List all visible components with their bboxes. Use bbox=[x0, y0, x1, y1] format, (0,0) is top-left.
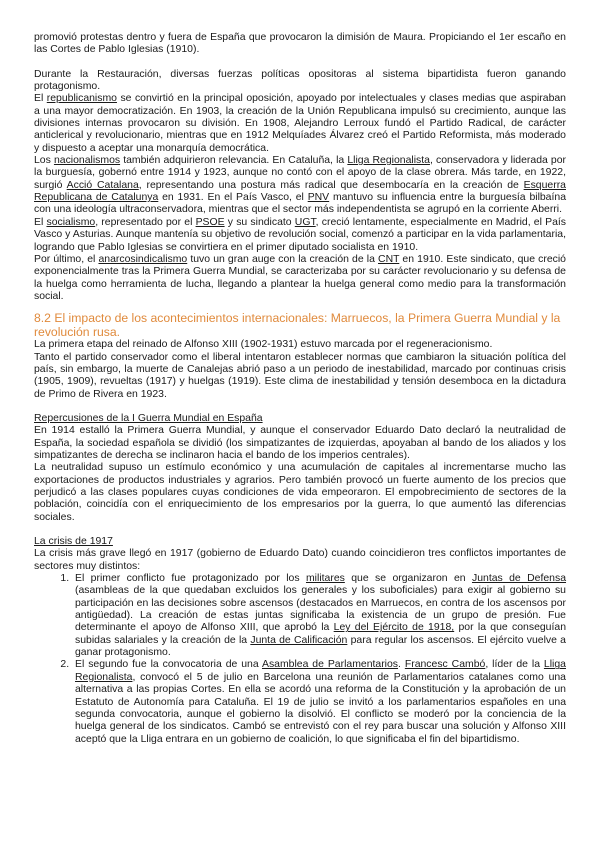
text-run: para regular los ascensos. El ejército vuelve a ganar protagonismo. bbox=[75, 634, 566, 659]
paragraph-socialismo bbox=[34, 217, 566, 254]
text-run: (asambleas de la que quedaban excluidos los generales y los suboficiales) para exigir al gobierno su participación en las decisiones sobre ascensos (destacados en Marruecos, en contra de los ascensos por antigüedad). La creación de estas juntas significaba la existencia de un grupo de presión. Fue determinante el apoyo de Alfonso XIII, que aprobó la bbox=[75, 585, 566, 634]
text-run: , creció lentamente, especialmente en Madrid, el País Vasco y Asturias. Aunque mantenía su objetivo de revolución social, comenzó a participar en la vida parlamentaria, logrando que Pablo Iglesias se convirtiera en el primer diputado socialista en 1910. bbox=[34, 216, 566, 253]
list-item bbox=[72, 659, 566, 745]
paragraph-crisis-intro: La crisis más grave llegó en 1917 (gobierno de Eduardo Dato) cuando coincidieron tres conflictos importantes de sectores muy distintos: bbox=[34, 548, 566, 572]
subheading-guerra: Repercusiones de la I Guerra Mundial en España bbox=[34, 412, 263, 424]
text-run: en 1910. Este sindicato, que creció exponencialmente tras la Primera Guerra Mundial, se caracterizaba por su carácter revolucionario y su defensa de la huelga como herramienta de lucha, llegando a plantear la huelga general como medio para la transformación social. bbox=[34, 253, 566, 302]
text-run: , convocó el 5 de julio en Barcelona una reunión de Parlamentarios catalanes como una alternativa a las propias Cortes. En ella se acordó una reforma de la Constitución y la aprobación de un Estatuto de Autonomía para Cataluña. El 19 de julio se invitó a los parlamentarios españoles en una segunda convocatoria, aunque el gobierno la disolvió. El conflicto se moderó por la conciencia de la huelga general de los sindicatos. Cambó se entrevistó con el rey para buscar una solución y Alfonso XIII aceptó que la Lliga entrara en un gobierno de coalición, lo que significaba el fin del bipartidismo. bbox=[75, 671, 566, 745]
text-run: , líder de la bbox=[485, 659, 544, 671]
term-nacionalismos: nacionalismos bbox=[53, 155, 121, 167]
paragraph-republicanismo bbox=[34, 93, 566, 155]
paragraph-anarcosindicalismo bbox=[34, 254, 566, 303]
term-accio-catalana: Acció Catalana bbox=[66, 179, 139, 191]
crisis-list bbox=[34, 573, 566, 746]
text-run: que se organizaron en bbox=[344, 573, 472, 585]
term-francesc-cambo: Francesc Cambó bbox=[404, 659, 486, 671]
term-junta-calificacion: Junta de Calificación bbox=[250, 634, 348, 646]
text-run: El bbox=[34, 93, 47, 105]
term-cnt: CNT bbox=[378, 253, 400, 265]
list-item bbox=[72, 573, 566, 659]
paragraph-restauracion: Durante la Restauración, diversas fuerzas políticas opositoras al sistema bipartidista fueron ganando protagonismo. bbox=[34, 68, 566, 93]
text-run: Los bbox=[34, 155, 54, 167]
section-heading: 8.2 El impacto de los acontecimientos internacionales: Marruecos, la Primera Guerra Mundial y la revolución rusa. bbox=[34, 311, 561, 340]
term-psoe: PSOE bbox=[195, 216, 225, 228]
term-lliga-regionalista-2: Lliga Regionalista bbox=[75, 659, 566, 683]
text-run: en 1931. En el País Vasco, el bbox=[158, 192, 308, 204]
text-run: El segundo fue la convocatoria de una bbox=[75, 659, 262, 671]
term-juntas-de-defensa: Juntas de Defensa bbox=[471, 573, 567, 585]
text-run: , representado por el bbox=[95, 216, 196, 228]
paragraph-neutralidad-1914: En 1914 estalló la Primera Guerra Mundial, y aunque el conservador Eduardo Dato declaró la neutralidad de España, la sociedad española se dividió (los simpatizantes de izquierdas, apoyaban al bando de los aliados y los simpatizantes de derecha se inclinaron hacia el bando de los imperios centrales). bbox=[34, 425, 566, 461]
term-republicanismo: republicanismo bbox=[46, 93, 117, 105]
text-run: tuvo un gran auge con la creación de la bbox=[187, 253, 379, 265]
text-run: . bbox=[398, 659, 405, 671]
text-run: mantuvo su influencia entre la burguesía bilbaína con una ideología ultraconservadora, mientras que el sector más independentista se agrupó en la corriente Aberri. bbox=[34, 192, 567, 216]
term-ugt: UGT bbox=[294, 216, 316, 228]
text-run: Por último, el bbox=[34, 253, 99, 265]
text-run: también adquirieron relevancia. En Cataluña, la bbox=[120, 155, 348, 167]
term-anarcosindicalismo: anarcosindicalismo bbox=[98, 253, 188, 265]
text-run: y su sindicato bbox=[224, 216, 295, 228]
text-run: se convirtió en la principal oposición, apoyado por intelectuales y clases medias que aspiraban a una mayor democratización. En 1903, la creación de la Unión Republicana impulsó su crecimiento, aunque las divisiones internas provocaron su división. En 1908, Alejandro Lerroux fundó el Partido Radical, de carácter anticlerical y revolucionario, mientras que en 1912 Melquíades Álvarez creó el Partido Reformista, más moderado y dispuesto a aceptar una monarquía democrática. bbox=[34, 93, 566, 154]
subheading-crisis-1917: La crisis de 1917 bbox=[34, 536, 113, 548]
document-page bbox=[34, 32, 566, 746]
paragraph-nacionalismos bbox=[34, 155, 566, 217]
paragraph-estimulo-economico: La neutralidad supuso un estímulo económico y una acumulación de capitales al incrementarse mucho las exportaciones de productos industriales y agrarios. Pero también provocó un fuerte aumento de los precios que perjudicó a las clases populares cuyas condiciones de vida empeoraron. El empobrecimiento de sectores de la población, coincidía con el enriquecimiento de los empresarios por la guerra, lo que aumentó las diferencias sociales. bbox=[34, 462, 566, 523]
text-run: por la que conseguían subidas salariales y la creación de la bbox=[75, 622, 566, 646]
paragraph-regeneracionismo: La primera etapa del reinado de Alfonso XIII (1902-1931) estuvo marcada por el regeneracionismo. bbox=[34, 339, 493, 351]
paragraph-maura: promovió protestas dentro y fuera de España que provocaron la dimisión de Maura. Propiciando el 1er escaño en las Cortes de Pablo Iglesias (1910). bbox=[34, 32, 566, 56]
text-run: El primer conflicto fue protagonizado por los bbox=[75, 573, 306, 585]
term-pnv: PNV bbox=[307, 192, 330, 204]
paragraph-inestabilidad: Tanto el partido conservador como el liberal intentaron establecer normas que cambiaron la situación política del país, sin embargo, la muerte de Canalejas abrió paso a un periodo de inestabilidad, marcado por continuas crisis (1905, 1909), revueltas (1917) y huelgas (1919). Este clima de inestabilidad y tensión desemboca en la dictadura de Primo de Rivera en 1923. bbox=[34, 351, 566, 400]
term-lliga-regionalista: Lliga Regionalista bbox=[347, 155, 430, 167]
text-run: , representando una postura más radical que desembocaría en la creación de bbox=[138, 179, 524, 191]
term-militares: militares bbox=[305, 573, 345, 585]
text-run: El bbox=[34, 216, 47, 228]
term-ley-ejercito: Ley del Ejército de 1918, bbox=[333, 622, 455, 634]
term-socialismo: socialismo bbox=[46, 216, 96, 228]
term-esquerra-republicana: Esquerra Republicana de Catalunya bbox=[34, 179, 566, 204]
term-asamblea-parlamentarios: Asamblea de Parlamentarios bbox=[261, 659, 399, 671]
text-run: , conservadora y liderada por la burguesía, gobernó entre 1914 y 1923, aunque no contó con el apoyo de la clase obrera. Más tarde, en 1922, surgió bbox=[34, 155, 567, 191]
